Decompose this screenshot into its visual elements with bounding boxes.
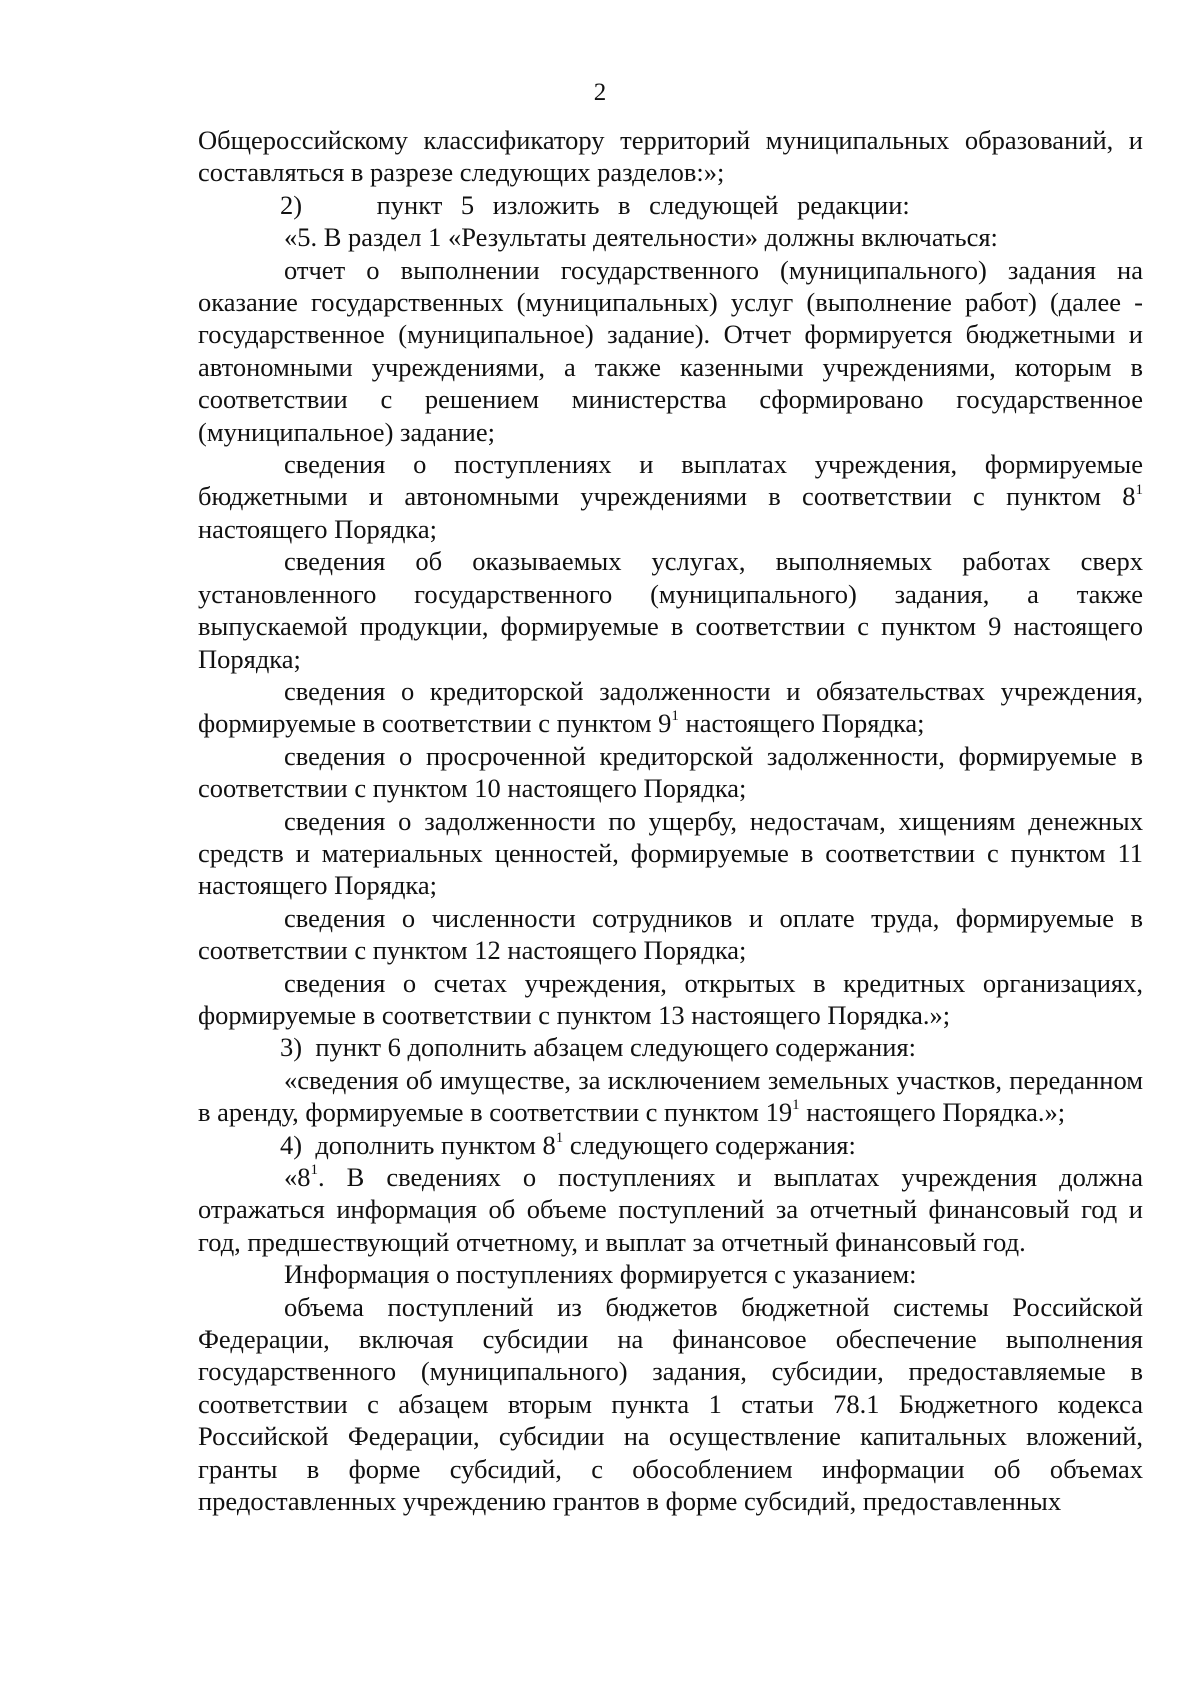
paragraph-text-before-sup: «8 <box>284 1162 311 1192</box>
paragraph-text-before-sup: 4) дополнить пунктом 8 <box>280 1129 556 1160</box>
superscript: 1 <box>792 1097 800 1114</box>
paragraph-item-2: 2) пункт 5 изложить в следующей редакции: <box>280 189 910 220</box>
paragraph-point-8-1 <box>198 1161 1143 1258</box>
paragraph-text-after-sup: настоящего Порядка.»; <box>799 1097 1066 1128</box>
paragraph-text-after-sup: настоящего Порядка; <box>198 513 438 544</box>
paragraph-point-5-heading: «5. В раздел 1 «Результаты деятельности» должны включаться: <box>284 222 998 253</box>
superscript: 1 <box>671 708 679 725</box>
paragraph-item-3: 3) пункт 6 дополнить абзацем следующего содержания: <box>280 1032 916 1063</box>
paragraph-receipts-info: Информация о поступлениях формируется с указанием: <box>284 1259 917 1290</box>
paragraph-overdue-debt: сведения о просроченной кредиторской задолженности, формируемые в соответствии с пунктом 10 настоящего Порядка; <box>198 740 1143 804</box>
paragraph-staff-payroll: сведения о численности сотрудников и оплате труда, формируемые в соответствии с пунктом 12 настоящего Порядка; <box>198 902 1143 966</box>
paragraph-property-lease <box>198 1064 1143 1129</box>
superscript: 1 <box>1135 481 1143 498</box>
paragraph-services-works: сведения об оказываемых услугах, выполняемых работах сверх установленного государственного (муниципального) задания, а также выпускаемой продукции, формируемые в соответствии с пунктом 9 настоящего Порядка; <box>198 546 1143 674</box>
paragraph-budget-receipts: объема поступлений из бюджетов бюджетной системы Российской Федерации, включая субсидии на финансовое обеспечение выполнения государственного (муниципального) задания, субсидии, предоставляемые в соответствии с абзацем вторым пункта 1 статьи 78.1 Бюджетного кодекса Российской Федерации, субсидии на осуществление капитальных вложений, гранты в форме субсидий, с обособлением информации об объемах предоставленных учреждению грантов в форме субсидий, предоставленных <box>198 1291 1143 1517</box>
paragraph-damage-debt: сведения о задолженности по ущербу, недостачам, хищениям денежных средств и материальных ценностей, формируемые в соответствии с пунктом 11 настоящего Порядка; <box>198 805 1143 901</box>
paragraph-text-before-sup: сведения о кредиторской задолженности и обязательствах учреждения, формируемые в соответствии с пунктом 9 <box>198 675 1143 739</box>
paragraph-item-4 <box>198 1129 1143 1161</box>
paragraph-bank-accounts: сведения о счетах учреждения, открытых в кредитных организациях, формируемые в соответствии с пунктом 13 настоящего Порядка.»; <box>198 967 1143 1030</box>
paragraph-text-after-sup: . В сведениях о поступлениях и выплатах учреждения должна отражаться информация об объеме поступлений за отчетный финансовый год и год, предшествующий отчетному, и выплат за отчетный финансовый год. <box>198 1162 1143 1257</box>
paragraph-text-after-sup: следующего содержания: <box>563 1129 856 1160</box>
page-number: 2 <box>593 79 607 106</box>
superscript: 1 <box>555 1129 564 1146</box>
paragraph-text-before-sup: сведения о поступлениях и выплатах учреждения, формируемые бюджетными и автономными учреждениями в соответствии с пунктом 8 <box>198 449 1143 512</box>
document-body <box>198 124 1143 1517</box>
paragraph-creditor-debt <box>198 675 1143 740</box>
paragraph-report-assignment: отчет о выполнении государственного (муниципального) задания на оказание государственных (муниципальных) услуг (выполнение работ) (далее - государственное (муниципальное) задание). Отчет формируется бюджетными и автономными учреждениями, а также казенными учреждениями, которым в соответствии с решением министерства сформировано государственное (муниципальное) задание; <box>198 254 1143 447</box>
superscript: 1 <box>310 1162 318 1179</box>
paragraph-text-before-sup: «сведения об имуществе, за исключением земельных участков, переданном в аренду, формируемые в соответствии с пунктом 19 <box>198 1064 1143 1128</box>
paragraph-text-after-sup: настоящего Порядка; <box>678 708 925 739</box>
paragraph-continuation: Общероссийскому классификатору территорий муниципальных образований, и составляться в разрезе следующих разделов:»; <box>198 125 1143 188</box>
paragraph-receipts-payments <box>198 448 1143 545</box>
